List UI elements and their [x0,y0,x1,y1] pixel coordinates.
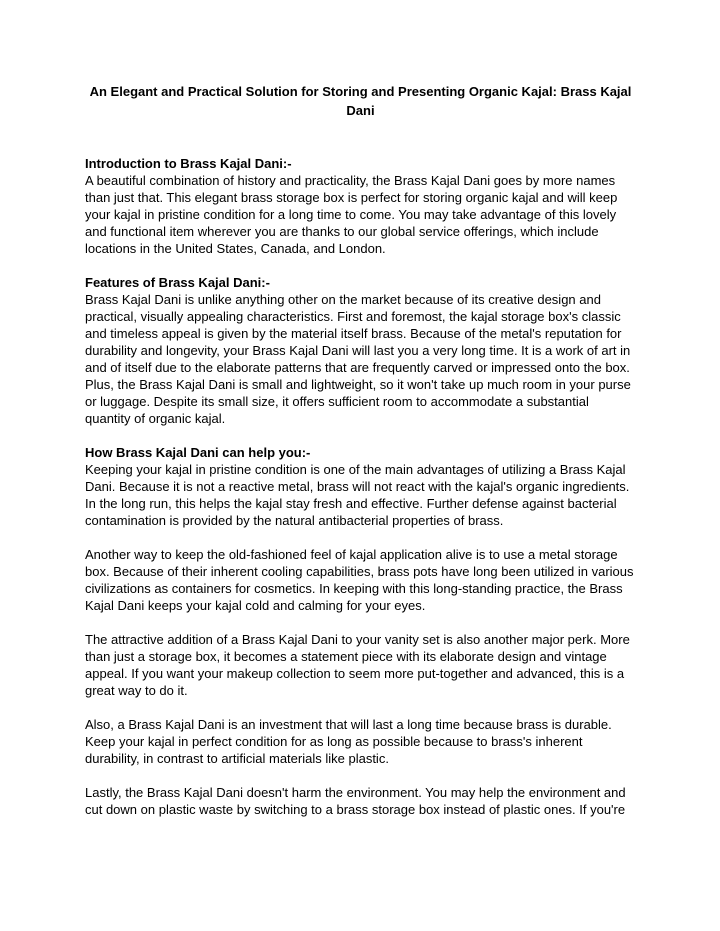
spacer [85,257,636,274]
spacer [85,529,636,546]
paragraph-cooling: Another way to keep the old-fashioned feel of kajal application alive is to use a metal storage box. Because of their inherent cooling capabilities, brass pots have long been utilized in various civilizations as containers for cosmetics. In keeping with this long-standing practice, the Brass Kajal Dani keeps your kajal cold and calming for your eyes. [85,547,634,613]
paragraph-environment: Lastly, the Brass Kajal Dani doesn't harm the environment. You may help the environment and cut down on plastic waste by switching to a brass storage box instead of plastic ones. If you're [85,785,626,817]
section-text-features: Brass Kajal Dani is unlike anything other on the market because of its creative design and practical, visually appealing characteristics. First and foremost, the kajal storage box's classic and timeless appeal is given by the material itself brass. Because of the metal's reputation for durability and longevity, your Brass Kajal Dani will last you a very long time. It is a work of art in and of itself due to the elaborate patterns that are frequently carved or impressed onto the box. Plus, the Brass Kajal Dani is small and lightweight, so it won't take up much room in your purse or luggage. Despite its small size, it offers sufficient room to accommodate a substantial quantity of organic kajal. [85,292,631,426]
spacer [85,699,636,716]
section-text-introduction: A beautiful combination of history and practicality, the Brass Kajal Dani goes by more names than just that. This elegant brass storage box is perfect for storing organic kajal and will keep your kajal in pristine condition for a long time to come. You may take advantage of this lovely and functional item wherever you are thanks to our global service offerings, which include locations in the United States, Canada, and London. [85,173,618,256]
spacer [85,120,636,155]
spacer [85,614,636,631]
section-text-benefits: Keeping your kajal in pristine condition is one of the main advantages of utilizing a Brass Kajal Dani. Because it is not a reactive metal, brass will not react with the kajal's organic ingredients. In the long run, this helps the kajal stay fresh and effective. Further defense against bacterial contamination is provided by the natural antibacterial properties of brass. [85,462,630,528]
spacer [85,767,636,784]
section-heading-features: Features of Brass Kajal Dani:- [85,275,270,290]
section-heading-benefits: How Brass Kajal Dani can help you:- [85,445,311,460]
paragraph-durability: Also, a Brass Kajal Dani is an investment that will last a long time because brass is durable. Keep your kajal in perfect condition for as long as possible because to brass's inherent durability, in contrast to artificial materials like plastic. [85,717,612,766]
paragraph-vanity: The attractive addition of a Brass Kajal Dani to your vanity set is also another major perk. More than just a storage box, it becomes a statement piece with its elaborate design and vintage appeal. If you want your makeup collection to seem more put-together and advanced, this is a great way to do it. [85,632,630,698]
document-title: An Elegant and Practical Solution for Storing and Presenting Organic Kajal: Brass Kajal Dani [89,84,632,118]
section-heading-introduction: Introduction to Brass Kajal Dani:- [85,156,292,171]
spacer [85,427,636,444]
